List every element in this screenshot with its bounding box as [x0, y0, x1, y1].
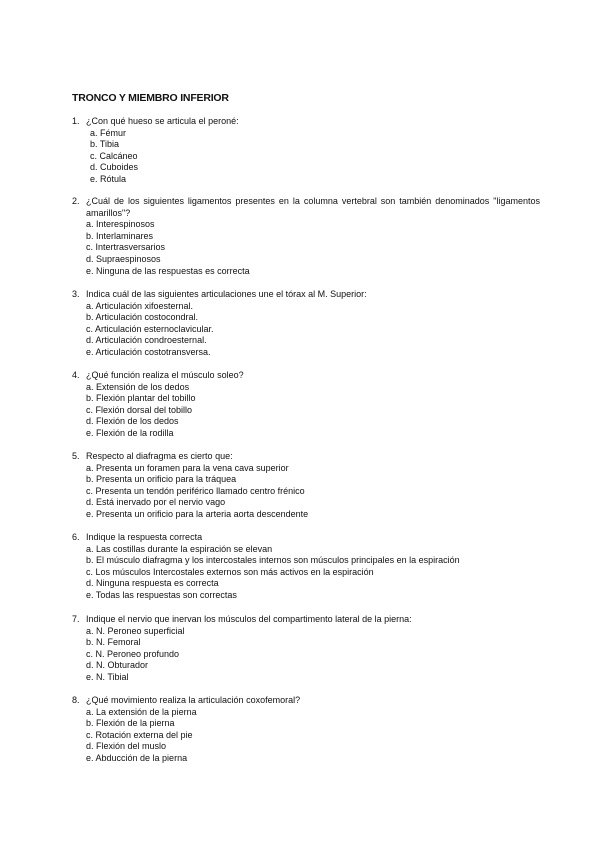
option-c: c. Calcáneo: [90, 150, 138, 161]
question-3: [72, 289, 540, 359]
options-list: [86, 219, 540, 277]
option-b: b. Presenta un orificio para la tráquea: [86, 474, 237, 485]
options-list: [86, 626, 540, 684]
option-c: c. Articulación esternoclavicular.: [86, 323, 214, 334]
options-list: [90, 128, 540, 186]
question-2: [72, 196, 540, 277]
question-text: ¿Cuál de los siguientes ligamentos presentes en la columna vertebral son también denominados "ligamentos amarillos"?: [86, 196, 540, 218]
option-e: e. Flexión de la rodilla: [86, 427, 174, 438]
question-7: [72, 614, 540, 684]
question-text: Indica cuál de las siguientes articulaciones une el tórax al M. Superior:: [86, 289, 367, 299]
question-number: 8.: [72, 695, 80, 705]
option-c: c. Presenta un tendón periférico llamado centro frénico: [86, 485, 305, 496]
option-d: d. Cuboides: [90, 162, 139, 173]
option-b: b. Tibia: [90, 139, 120, 150]
option-e: e. Rótula: [90, 173, 127, 184]
option-c: c. Rotación externa del pie: [86, 729, 193, 740]
question-text: ¿Qué movimiento realiza la articulación coxofemoral?: [86, 695, 301, 705]
option-b: b. N. Femoral: [86, 637, 141, 648]
question-4: [72, 370, 540, 440]
option-c: c. Los músculos Intercostales externos son más activos en la espiración: [86, 566, 374, 577]
question-text: ¿Qué función realiza el músculo soleo?: [86, 370, 244, 380]
question-number: 4.: [72, 370, 80, 380]
option-d: d. Flexión de los dedos: [86, 416, 179, 427]
question-5: [72, 451, 540, 521]
option-e: e. Abducción de la pierna: [86, 752, 188, 763]
page-title: TRONCO Y MIEMBRO INFERIOR: [72, 92, 229, 104]
option-c: c. Intertrasversarios: [86, 242, 166, 253]
question-text: Respecto al diafragma es cierto que:: [86, 451, 233, 461]
option-d: d. Está inervado por el nervio vago: [86, 497, 226, 508]
question-number: 5.: [72, 451, 80, 461]
option-a: a. Extensión de los dedos: [86, 381, 190, 392]
option-d: d. Supraespinosos: [86, 253, 161, 264]
options-list: [86, 463, 540, 521]
question-1: [72, 116, 540, 186]
option-c: c. Flexión dorsal del tobillo: [86, 404, 193, 415]
option-d: d. Flexión del muslo: [86, 741, 167, 752]
option-b: b. Interlaminares: [86, 230, 154, 241]
option-e: e. Todas las respuestas son correctas: [86, 589, 237, 600]
option-b: b. El músculo diafragma y los intercostales internos son músculos principales en la espiración: [86, 555, 460, 566]
option-d: d. N. Obturador: [86, 660, 149, 671]
option-b: b. Flexión de la pierna: [86, 718, 175, 729]
question-number: 2.: [72, 196, 80, 206]
options-list: [86, 301, 540, 359]
option-a: a. Interespinosos: [86, 219, 155, 230]
option-a: a. Fémur: [90, 127, 127, 138]
question-text: Indique la respuesta correcta: [86, 532, 203, 542]
question-number: 1.: [72, 116, 80, 126]
option-c: c. N. Peroneo profundo: [86, 648, 180, 659]
option-e: e. Presenta un orificio para la arteria aorta descendente: [86, 508, 309, 519]
options-list: [86, 707, 540, 765]
option-a: a. Articulación xifoesternal.: [86, 300, 194, 311]
question-number: 6.: [72, 532, 80, 542]
option-d: d. Articulación condroesternal.: [86, 335, 207, 346]
option-a: a. Las costillas durante la espiración se elevan: [86, 543, 273, 554]
option-a: a. N. Peroneo superficial: [86, 625, 185, 636]
question-6: [72, 532, 540, 602]
question-text: ¿Con qué hueso se articula el peroné:: [86, 116, 239, 126]
option-e: e. N. Tibial: [86, 671, 129, 682]
question-number: 3.: [72, 289, 80, 299]
options-list: [86, 544, 540, 602]
option-d: d. Ninguna respuesta es correcta: [86, 578, 219, 589]
option-e: e. Articulación costotransversa.: [86, 346, 211, 357]
option-b: b. Flexión plantar del tobillo: [86, 393, 196, 404]
question-number: 7.: [72, 614, 80, 624]
option-e: e. Ninguna de las respuestas es correcta: [86, 265, 250, 276]
option-a: a. Presenta un foramen para la vena cava superior: [86, 462, 289, 473]
question-8: [72, 695, 540, 765]
question-text: Indique el nervio que inervan los músculos del compartimento lateral de la pierna:: [86, 614, 412, 624]
option-b: b. Articulación costocondral.: [86, 312, 199, 323]
option-a: a. La extensión de la pierna: [86, 706, 197, 717]
options-list: [86, 382, 540, 440]
